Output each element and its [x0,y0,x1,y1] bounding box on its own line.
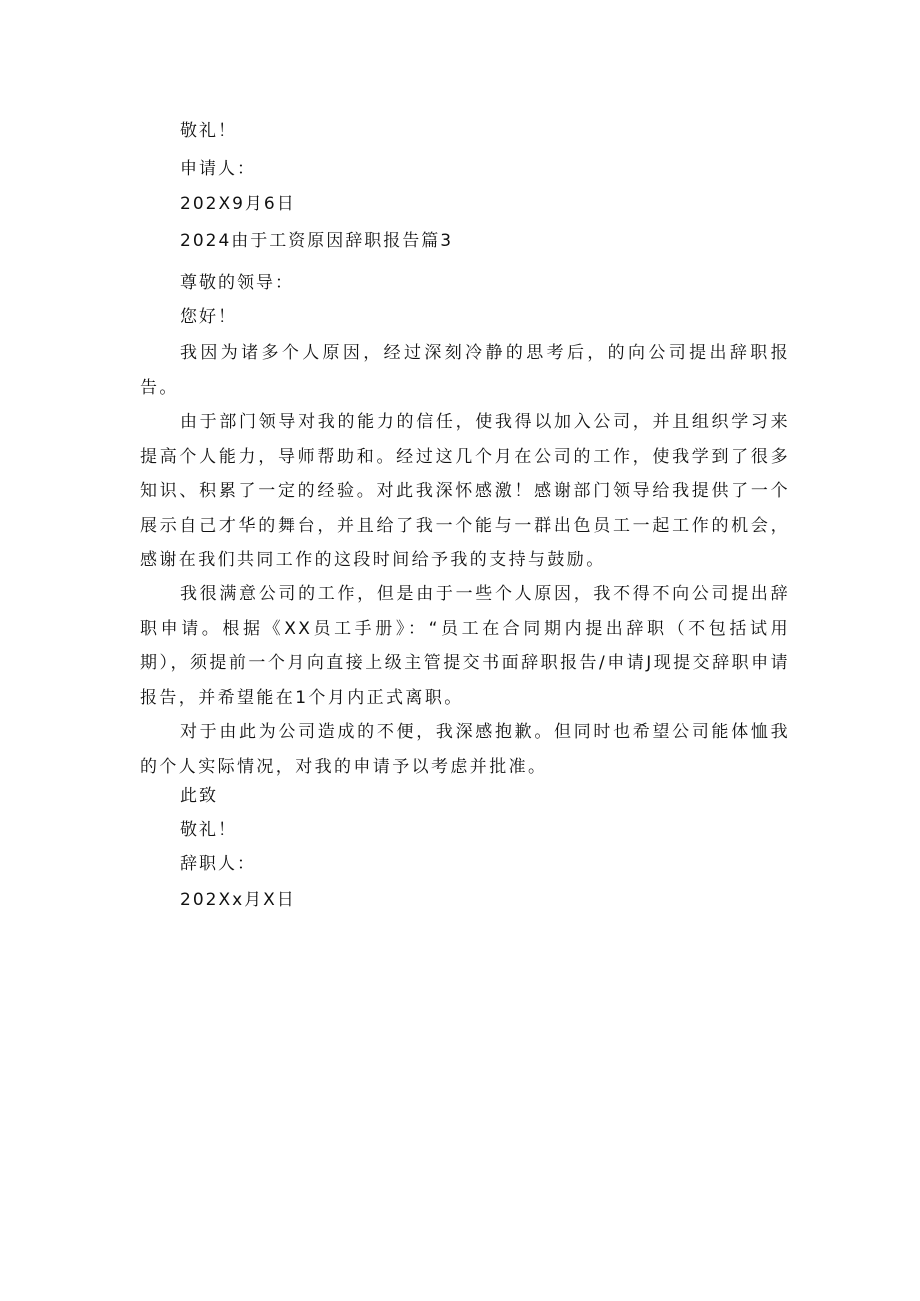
resigner-label: 辞职人： [180,854,256,874]
body-paragraph-4: 对于由此为公司造成的不便，我深感抱歉。但同时也希望公司能体恤我的个人实际情况，对我的申请予以考虑并批准。 [140,722,790,777]
body-paragraph-2: 由于部门领导对我的能力的信任，使我得以加入公司，并且组织学习来提高个人能力，导师帮助和。经过这几个月在公司的工作，使我学到了很多知识、积累了一定的经验。对此我深怀感激！感谢部门领导给我提供了一个展示自己才华的舞台，并且给了我一个能与一群出色员工一起工作的机会，感谢在我们共同工作的这段时间给予我的支持与鼓励。 [140,412,790,570]
body-paragraph-1: 我因为诸多个人原因，经过深刻冷静的思考后，的向公司提出辞职报告。 [140,343,790,398]
date-line-2: 202Xx月X日 [180,890,296,910]
closing-salute-1: 敬礼！ [180,121,237,141]
applicant-label: 申请人： [180,159,256,179]
body-paragraph-3: 我很满意公司的工作，但是由于一些个人原因，我不得不向公司提出辞职申请。根据《XX员工手册》：“员工在合同期内提出辞职（不包括试用期），须提前一个月向直接上级主管提交书面辞职报告/申请J现提交辞职申请报告，并希望能在1个月内正式离职。 [140,584,790,708]
closing-salute-2: 敬礼！ [180,820,237,840]
closing-phrase: 此致 [180,786,218,806]
date-line-1: 202X9月6日 [180,194,296,214]
salutation: 尊敬的领导： [180,273,294,293]
section-title: 2024由于工资原因辞职报告篇3 [180,231,454,251]
greeting: 您好！ [180,307,237,327]
